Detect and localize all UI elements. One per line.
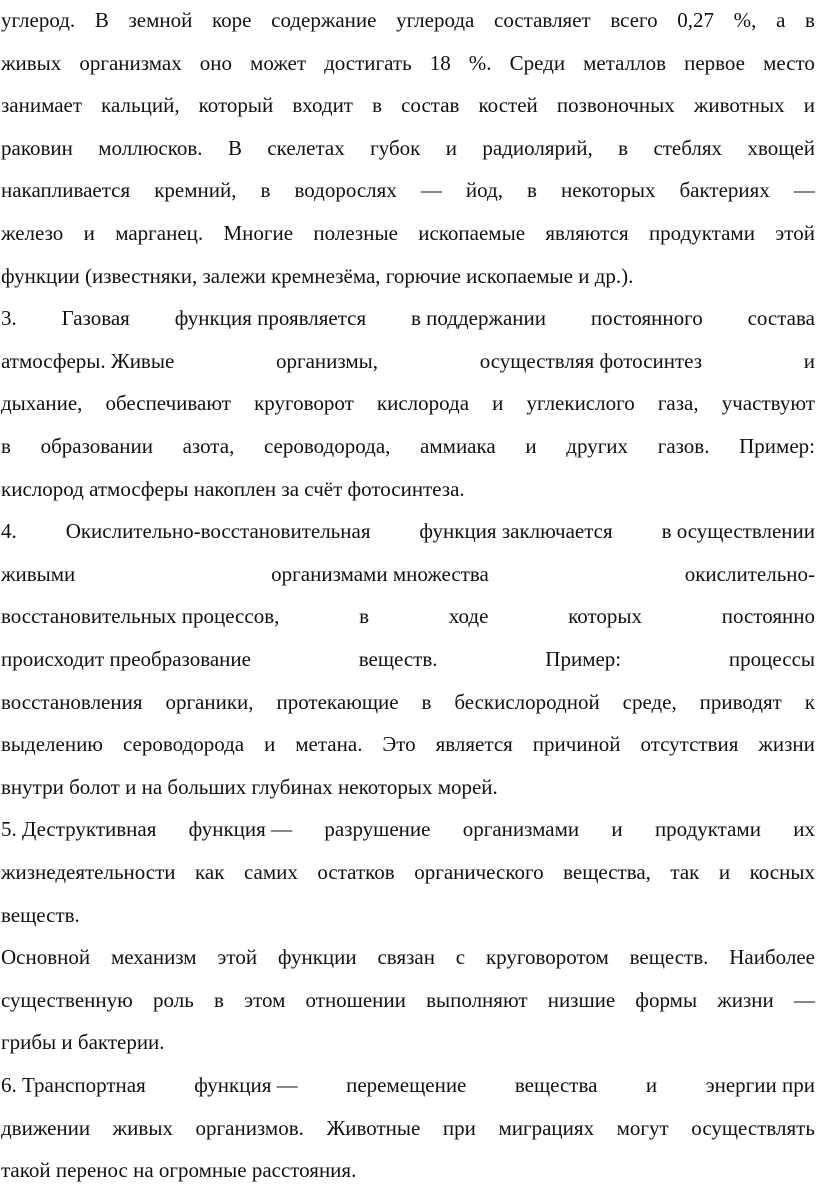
- word: и: [525, 434, 537, 458]
- word: йод,: [465, 178, 503, 203]
- word: и: [645, 1073, 658, 1097]
- word: и: [492, 391, 504, 416]
- word: формы: [635, 987, 698, 1012]
- word: организмы,: [275, 348, 379, 373]
- word: %.: [468, 50, 492, 75]
- text-line: такой перенос на огромные расстояния.: [1, 1158, 357, 1183]
- word: состава: [747, 306, 815, 331]
- word: вещества: [514, 1073, 598, 1097]
- text-line: [1, 1070, 815, 1100]
- word: этой: [775, 221, 815, 245]
- text-line: [1, 431, 815, 461]
- word: содержание: [271, 8, 377, 32]
- word: и: [83, 221, 95, 245]
- word: протекающие: [276, 689, 399, 714]
- text-line: [1, 346, 815, 376]
- word: аммиака: [420, 434, 496, 458]
- word: состав: [401, 93, 460, 118]
- word: в поддержании: [410, 306, 547, 331]
- word: функция —: [188, 817, 293, 842]
- word: Пример:: [545, 647, 622, 671]
- word: постоянного: [590, 306, 703, 331]
- word: и: [803, 348, 815, 373]
- word: водорослях: [294, 178, 397, 203]
- text-line: [1, 5, 815, 35]
- word: функция проявляется: [174, 306, 367, 331]
- word: функция заключается: [419, 519, 613, 544]
- word: оно: [199, 50, 232, 75]
- word: отношении: [305, 987, 406, 1012]
- word: процессы: [728, 647, 815, 671]
- word: костей: [478, 93, 538, 118]
- text-line: [1, 48, 815, 78]
- word: газа,: [657, 391, 699, 416]
- word: Окислительно-восстановительная: [65, 519, 371, 544]
- word: могут: [616, 1115, 669, 1140]
- word: их: [793, 817, 815, 842]
- word: губок: [370, 135, 421, 160]
- word: организмами множества: [271, 561, 489, 586]
- word: 18: [429, 50, 451, 75]
- word: стеблях: [653, 135, 723, 160]
- word: 5. Деструктивная: [1, 817, 157, 842]
- word: органики,: [165, 689, 254, 714]
- word: движении: [1, 1115, 91, 1140]
- word: достигать: [324, 50, 412, 75]
- text-line: веществ.: [1, 902, 80, 927]
- word: осуществляя фотосинтез: [479, 348, 703, 373]
- word: веществ.: [358, 647, 438, 671]
- text-line: [1, 516, 815, 546]
- word: бактериях: [679, 178, 770, 203]
- text-line: грибы и бактерии.: [1, 1030, 165, 1055]
- word: является: [435, 732, 513, 757]
- word: хвощей: [747, 135, 815, 160]
- text-line: [1, 388, 815, 418]
- word: жизни: [717, 987, 774, 1012]
- word: %,: [733, 8, 757, 32]
- word: участвуют: [721, 391, 815, 416]
- word: энергии при: [705, 1073, 815, 1097]
- word: кальций,: [101, 93, 180, 118]
- word: полезные: [313, 221, 398, 245]
- word: функции: [277, 945, 357, 970]
- word: разрушение: [324, 817, 431, 842]
- word: Газовая: [61, 306, 130, 331]
- text-line: функции (известняки, залежи кремнезёма, горючие ископаемые и др.).: [1, 263, 634, 288]
- word: углекислого: [526, 391, 635, 416]
- word: в осуществлении: [661, 519, 815, 544]
- word: и: [445, 135, 457, 160]
- text-line: [1, 303, 815, 333]
- text-line: внутри болот и на больших глубинах некоторых морей.: [1, 774, 498, 799]
- word: в: [618, 135, 629, 160]
- word: в: [213, 987, 224, 1012]
- word: живых: [1, 50, 62, 75]
- text-line: [1, 985, 815, 1015]
- word: осуществлять: [691, 1115, 815, 1140]
- text-line: [1, 601, 815, 631]
- word: и: [803, 93, 815, 118]
- word: раковин: [1, 135, 73, 160]
- word: самих: [243, 860, 298, 884]
- word: скелетах: [267, 135, 345, 160]
- word: продуктами: [648, 221, 755, 245]
- word: в: [359, 604, 370, 629]
- word: в: [260, 178, 271, 203]
- word: выполняют: [426, 987, 528, 1012]
- word: 0,27: [677, 8, 715, 32]
- word: которых: [568, 604, 643, 629]
- word: продуктами: [654, 817, 761, 842]
- word: сероводорода,: [263, 434, 391, 458]
- word: этом: [244, 987, 286, 1012]
- word: некоторых: [561, 178, 656, 203]
- word: накапливается: [1, 178, 131, 203]
- word: низшие: [547, 987, 616, 1012]
- word: кислорода: [376, 391, 470, 416]
- word: в: [805, 8, 815, 32]
- word: роль: [153, 987, 194, 1012]
- word: этой: [217, 945, 258, 970]
- word: атмосферы. Живые: [1, 348, 175, 373]
- word: и: [611, 817, 623, 842]
- word: газов.: [657, 434, 710, 458]
- word: всего: [610, 8, 658, 32]
- word: постоянно: [721, 604, 815, 629]
- word: причиной: [532, 732, 621, 757]
- word: окислительно-: [684, 561, 815, 586]
- text-line: [1, 218, 815, 248]
- text-line: [1, 175, 815, 205]
- word: живых: [112, 1115, 173, 1140]
- word: —: [420, 178, 442, 203]
- word: моллюсков.: [98, 135, 203, 160]
- word: входит: [292, 93, 353, 118]
- word: радиолярий,: [482, 135, 593, 160]
- word: железо: [1, 221, 64, 245]
- word: связан: [377, 945, 435, 970]
- word: первое: [684, 50, 746, 75]
- word: являются: [545, 221, 629, 245]
- word: бескислородной: [454, 689, 600, 714]
- word: других: [566, 434, 629, 458]
- word: углерода: [396, 8, 475, 32]
- word: 4.: [1, 519, 17, 544]
- word: вещества,: [563, 860, 651, 884]
- word: —: [793, 987, 815, 1012]
- word: перемещение: [346, 1073, 467, 1097]
- word: Наиболее: [729, 945, 815, 970]
- word: к: [804, 689, 815, 714]
- word: кремний,: [154, 178, 237, 203]
- word: может: [250, 50, 307, 75]
- word: выделению: [1, 732, 103, 757]
- word: Пример:: [739, 434, 815, 458]
- word: углерод.: [1, 8, 76, 32]
- word: организмов.: [195, 1115, 304, 1140]
- word: восстановления: [1, 689, 143, 714]
- word: марганец.: [115, 221, 204, 245]
- word: при: [442, 1115, 476, 1140]
- word: место: [763, 50, 815, 75]
- word: Животные: [326, 1115, 421, 1140]
- word: отсутствия: [640, 732, 739, 757]
- word: функция —: [194, 1073, 298, 1097]
- word: ископаемые: [418, 221, 526, 245]
- word: Среди: [509, 50, 566, 75]
- word: составляет: [494, 8, 591, 32]
- word: восстановительных процессов,: [1, 604, 280, 629]
- word: занимает: [1, 93, 83, 118]
- text-line: [1, 133, 815, 163]
- word: круговоротом: [485, 945, 609, 970]
- word: азота,: [182, 434, 235, 458]
- word: жизни: [758, 732, 815, 757]
- word: органического: [414, 860, 544, 884]
- word: коре: [212, 8, 252, 32]
- word: живыми: [1, 561, 76, 586]
- text-line: [1, 687, 815, 717]
- word: в: [527, 178, 537, 203]
- text-line: [1, 729, 815, 759]
- word: существенную: [1, 987, 133, 1012]
- word: В: [227, 135, 242, 160]
- text-line: [1, 90, 815, 120]
- text-line: [1, 1113, 815, 1143]
- text-line: [1, 559, 815, 589]
- word: остатков: [317, 860, 395, 884]
- word: В: [94, 8, 109, 32]
- word: в: [421, 689, 432, 714]
- word: косных: [749, 860, 815, 884]
- word: метана.: [295, 732, 363, 757]
- text-line: [1, 814, 815, 844]
- text-line: [1, 942, 815, 972]
- word: животных: [693, 93, 785, 118]
- word: так: [670, 860, 700, 884]
- word: образовании: [40, 434, 153, 458]
- word: Многие: [223, 221, 294, 245]
- word: а: [776, 8, 786, 32]
- word: сероводорода: [122, 732, 245, 757]
- word: позвоночных: [556, 93, 675, 118]
- word: Основной: [1, 945, 91, 970]
- word: который: [198, 93, 274, 118]
- word: среде,: [622, 689, 677, 714]
- word: происходит преобразование: [1, 647, 251, 671]
- word: ходе: [448, 604, 489, 629]
- word: земной: [128, 8, 193, 32]
- text-line: кислород атмосферы накоплен за счёт фотосинтеза.: [1, 476, 465, 501]
- word: с: [455, 945, 466, 970]
- text-line: [1, 644, 815, 674]
- word: жизнедеятельности: [1, 860, 176, 884]
- word: в: [372, 93, 383, 118]
- word: и: [264, 732, 276, 757]
- word: и: [718, 860, 731, 884]
- word: дыхание,: [1, 391, 83, 416]
- text-line: [1, 857, 815, 887]
- word: 6. Транспортная: [1, 1073, 146, 1097]
- word: —: [793, 178, 815, 203]
- word: механизм: [110, 945, 197, 970]
- word: миграциях: [498, 1115, 595, 1140]
- word: круговорот: [254, 391, 354, 416]
- word: приводят: [699, 689, 782, 714]
- word: 3.: [1, 306, 17, 331]
- word: как: [195, 860, 225, 884]
- word: обеспечивают: [105, 391, 231, 416]
- word: Это: [382, 732, 416, 757]
- word: металлов: [583, 50, 667, 75]
- word: организмами: [462, 817, 580, 842]
- word: веществ.: [629, 945, 709, 970]
- word: в: [1, 434, 11, 458]
- word: организмах: [79, 50, 182, 75]
